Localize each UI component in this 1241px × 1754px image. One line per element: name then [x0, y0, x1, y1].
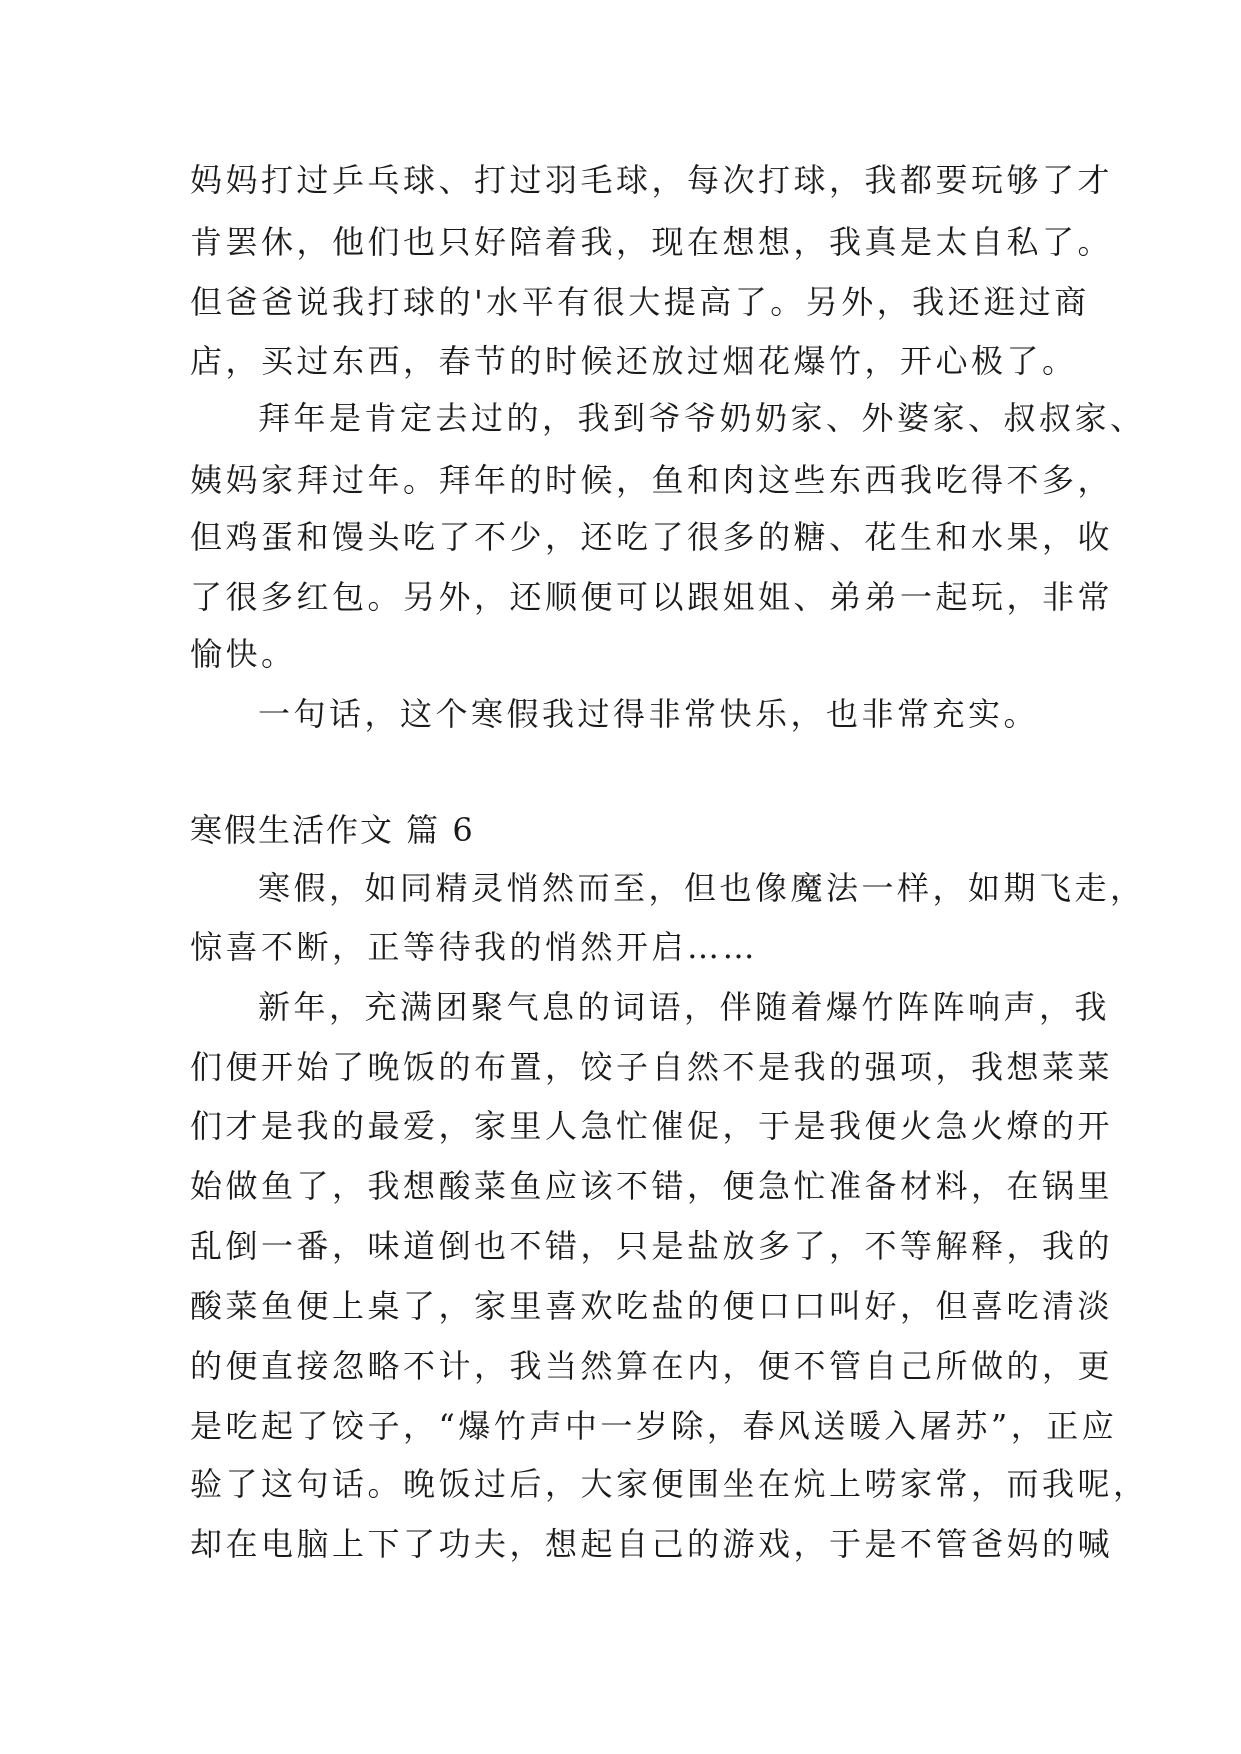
paragraph-line: 始做鱼了，我想酸菜鱼应该不错，便急忙准备材料，在锅里 — [190, 1167, 1114, 1205]
paragraph-line: 妈妈打过乒乓球、打过羽毛球，每次打球，我都要玩够了才 — [190, 161, 1114, 199]
paragraph-line: 拜年是肯定去过的，我到爷爷奶奶家、外婆家、叔叔家、 — [258, 399, 1146, 437]
paragraph-line: 新年，充满团聚气息的词语，伴随着爆竹阵阵响声，我 — [258, 988, 1111, 1026]
paragraph-line: 们便开始了晚饭的布置，饺子自然不是我的强项，我想菜菜 — [190, 1048, 1114, 1086]
paragraph-line: 但鸡蛋和馒头吃了不少，还吃了很多的糖、花生和水果，收 — [190, 518, 1114, 556]
paragraph-line: 愉快。 — [190, 635, 297, 673]
paragraph-line: 验了这句话。晚饭过后，大家便围坐在炕上唠家常，而我呢， — [190, 1465, 1149, 1503]
paragraph-line: 酸菜鱼便上桌了，家里喜欢吃盐的便口口叫好，但喜吃清淡 — [190, 1287, 1114, 1325]
paragraph-line: 了很多红包。另外，还顺便可以跟姐姐、弟弟一起玩，非常 — [190, 578, 1114, 616]
paragraph-line: 们才是我的最爱，家里人急忙催促，于是我便火急火燎的开 — [190, 1107, 1114, 1145]
paragraph-line: 姨妈家拜过年。拜年的时候，鱼和肉这些东西我吃得不多， — [190, 461, 1114, 499]
paragraph-line: 但爸爸说我打球的'水平有很大提高了。另外，我还逛过商 — [190, 283, 1090, 321]
paragraph-line: 的便直接忽略不计，我当然算在内，便不管自己所做的，更 — [190, 1347, 1114, 1385]
paragraph-line: 肯罢休，他们也只好陪着我，现在想想，我真是太自私了。 — [190, 223, 1114, 261]
paragraph-line: 店，买过东西，春节的时候还放过烟花爆竹，开心极了。 — [190, 342, 1078, 380]
paragraph-line: 寒假，如同精灵悄然而至，但也像魔法一样，如期飞走， — [258, 869, 1146, 907]
paragraph-line: 乱倒一番，味道倒也不错，只是盐放多了，不等解释，我的 — [190, 1227, 1114, 1265]
paragraph-line: 一句话，这个寒假我过得非常快乐，也非常充实。 — [258, 695, 1040, 733]
section-heading: 寒假生活作文 篇 6 — [190, 811, 475, 849]
paragraph-line: 却在电脑上下了功夫，想起自己的游戏，于是不管爸妈的喊 — [190, 1525, 1114, 1563]
paragraph-line: 是吃起了饺子，“爆竹声中一岁除，春风送暖入屠苏”，正应 — [190, 1407, 1118, 1445]
paragraph-line: 惊喜不断，正等待我的悄然开启…… — [190, 928, 759, 966]
